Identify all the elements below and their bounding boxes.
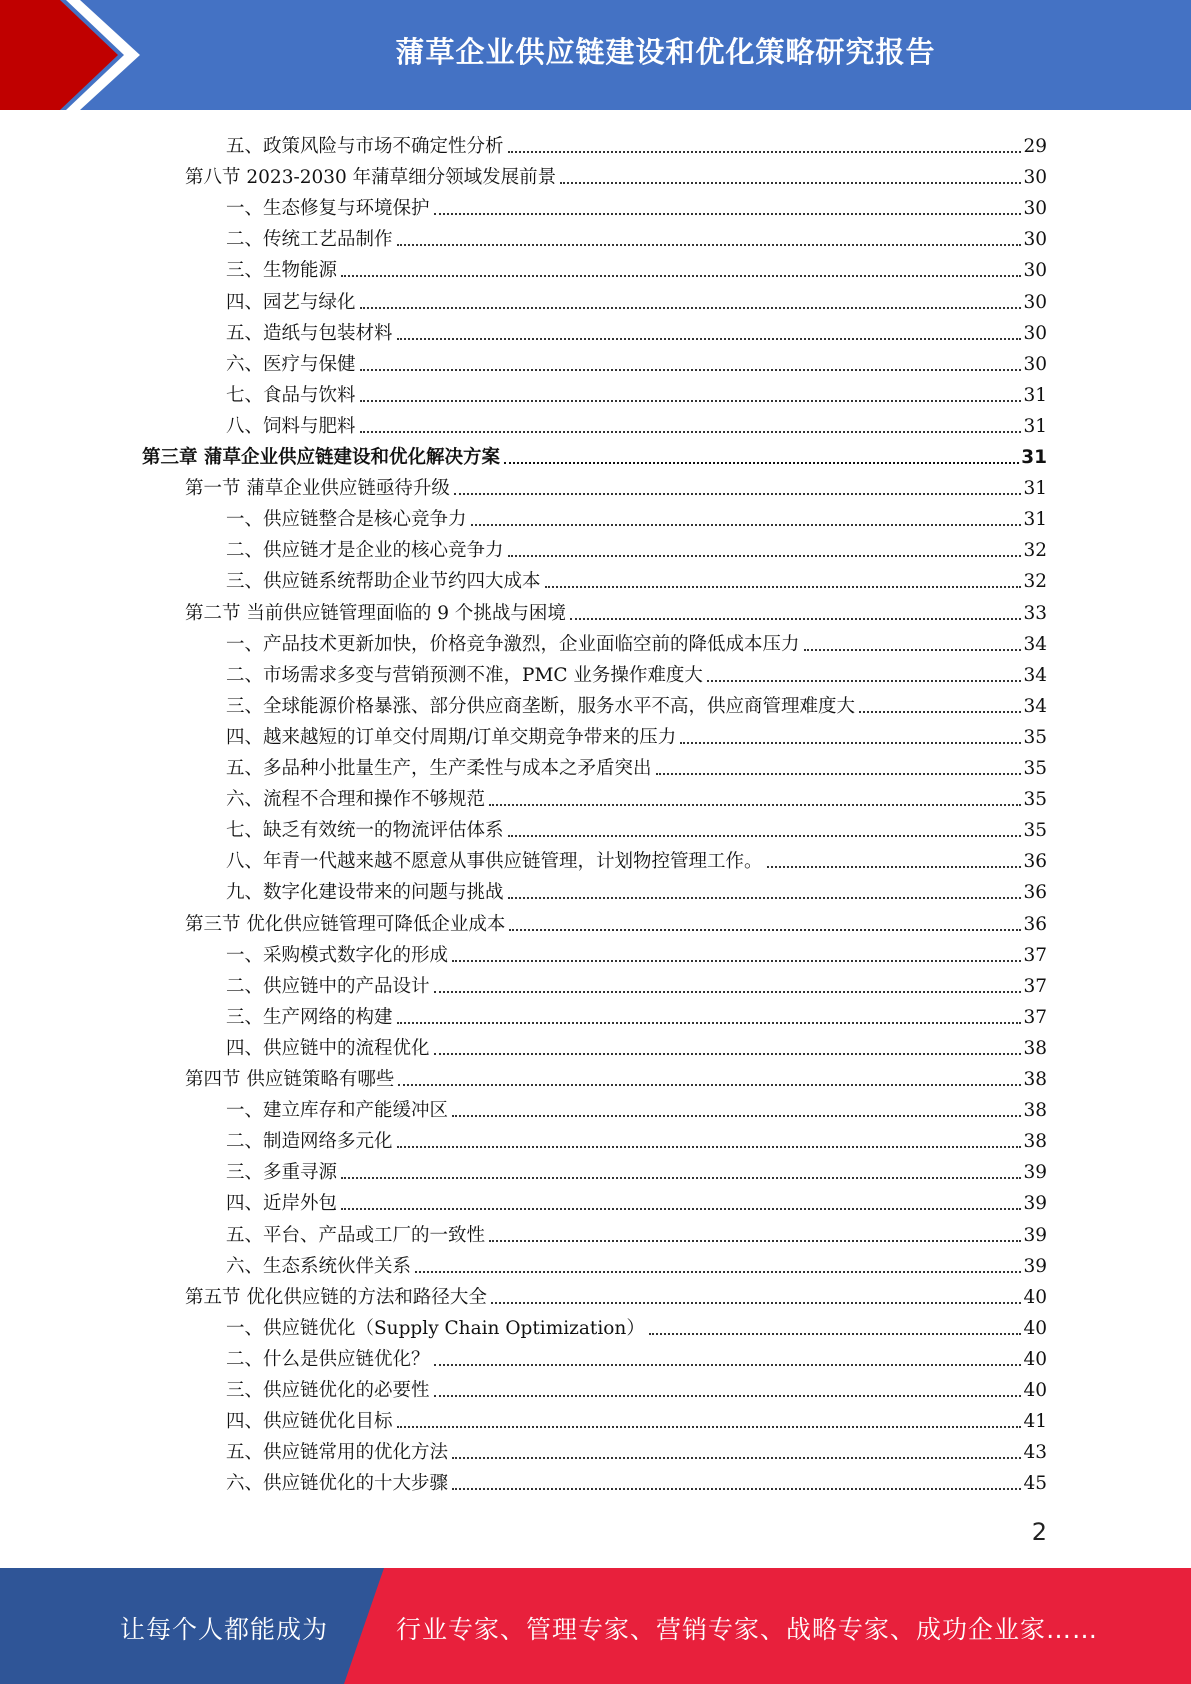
toc-entry-title: 三、供应链优化的必要性 [226,1380,430,1401]
toc-entry-title: 七、食品与饮料 [226,384,356,406]
toc-subsection-entry[interactable] [226,1371,1047,1402]
toc-entry-title: 第三章 蒲草企业供应链建设和优化解决方案 [142,447,500,468]
toc-entry-title: 第一节 蒲草企业供应链亟待升级 [185,478,450,500]
toc-entry-page: 36 [1023,882,1047,904]
toc-entry-page: 31 [1021,447,1047,468]
toc-entry-page: 35 [1023,820,1047,842]
toc-entry-title: 二、什么是供应链优化？ [226,1348,430,1370]
toc-dot-leader [452,1457,1021,1459]
toc-section-entry[interactable] [185,158,1047,189]
toc-dot-leader [508,897,1022,899]
toc-entry-page: 30 [1023,322,1047,344]
toc-entry-title: 三、全球能源价格暴涨、部分供应商垄断，服务水平不高，供应商管理难度大 [226,695,856,717]
toc-entry-title: 四、供应链中的流程优化 [226,1037,430,1059]
toc-section-entry[interactable] [185,594,1047,625]
toc-subsection-entry[interactable] [226,749,1047,780]
toc-entry-title: 六、流程不合理和操作不够规范 [226,789,486,811]
toc-entry-title: 六、生态系统伙伴关系 [226,1255,412,1277]
toc-entry-page: 33 [1023,602,1047,624]
toc-dot-leader [397,1022,1022,1024]
toc-entry-title: 四、供应链优化目标 [226,1411,393,1433]
toc-entry-title: 四、近岸外包 [226,1193,338,1215]
toc-dot-leader [397,1426,1022,1428]
toc-dot-leader [504,462,1019,464]
toc-entry-page: 32 [1023,540,1047,562]
toc-entry-page: 29 [1023,136,1047,157]
toc-entry-page: 39 [1023,1162,1047,1184]
toc-entry-page: 38 [1023,1069,1047,1090]
toc-entry-page: 30 [1023,353,1047,375]
toc-entry-title: 三、生物能源 [226,260,338,282]
toc-entry-title: 二、供应链中的产品设计 [226,975,430,997]
toc-subsection-entry[interactable] [226,656,1047,687]
toc-entry-title: 三、生产网络的构建 [226,1006,393,1028]
toc-entry-title: 四、越来越短的订单交付周期/订单交期竞争带来的压力 [226,726,677,748]
toc-entry-page: 38 [1023,1100,1047,1122]
toc-entry-page: 34 [1023,664,1047,686]
toc-entry-title: 一、采购模式数字化的形成 [226,944,449,966]
toc-entry-title: 八、年青一代越来越不愿意从事供应链管理，计划物控管理工作。 [226,851,763,873]
toc-entry-page: 30 [1023,260,1047,282]
toc-dot-leader [680,742,1021,744]
toc-subsection-entry[interactable] [226,314,1047,345]
toc-subsection-entry[interactable] [226,780,1047,811]
toc-entry-page: 38 [1023,1037,1047,1059]
toc-dot-leader [859,711,1021,713]
toc-subsection-entry[interactable] [226,967,1047,998]
toc-subsection-entry[interactable] [226,1091,1047,1122]
toc-entry-title: 七、缺乏有效统一的物流评估体系 [226,820,504,842]
toc-entry-page: 31 [1023,509,1047,531]
toc-subsection-entry[interactable] [226,189,1047,220]
toc-subsection-entry[interactable] [226,283,1047,314]
toc-entry-page: 32 [1023,571,1047,593]
toc-entry-page: 40 [1023,1380,1047,1401]
toc-entry-title: 五、平台、产品或工厂的一致性 [226,1224,486,1246]
toc-section-entry[interactable] [185,1060,1047,1091]
toc-entry-title: 五、多品种小批量生产，生产柔性与成本之矛盾突出 [226,758,652,779]
toc-subsection-entry[interactable] [226,1464,1047,1495]
toc-entry-page: 43 [1023,1442,1047,1464]
toc-dot-leader [560,182,1021,184]
toc-chapter-entry[interactable] [142,438,1047,469]
toc-dot-leader [434,1395,1022,1397]
toc-dot-leader [341,1208,1021,1210]
toc-dot-leader [397,244,1022,246]
toc-entry-page: 37 [1023,944,1047,966]
toc-dot-leader [434,213,1022,215]
toc-subsection-entry[interactable] [226,1153,1047,1184]
header-arrow-decoration [0,0,150,110]
toc-subsection-entry[interactable] [226,1402,1047,1433]
toc-entry-title: 第二节 当前供应链管理面临的 9 个挑战与困境 [185,602,566,624]
toc-entry-page: 40 [1023,1286,1047,1308]
toc-entry-title: 二、市场需求多变与营销预测不准，PMC 业务操作难度大 [226,664,703,686]
toc-entry-title: 三、多重寻源 [226,1162,338,1184]
toc-dot-leader [508,835,1022,837]
toc-dot-leader [397,1146,1022,1148]
toc-dot-leader [767,866,1022,868]
toc-entry-page: 35 [1023,789,1047,811]
toc-entry-title: 二、供应链才是企业的核心竞争力 [226,540,504,562]
toc-entry-page: 30 [1023,229,1047,251]
toc-dot-leader [649,1333,1022,1335]
toc-dot-leader [398,1084,1021,1086]
toc-entry-page: 41 [1023,1411,1047,1433]
toc-entry-title: 五、供应链常用的优化方法 [226,1442,449,1464]
toc-entry-title: 四、园艺与绿化 [226,291,356,313]
toc-entry-title: 二、制造网络多元化 [226,1131,393,1153]
toc-subsection-entry[interactable] [226,998,1047,1029]
toc-entry-page: 39 [1023,1255,1047,1277]
toc-dot-leader [434,991,1022,993]
toc-subsection-entry[interactable] [226,718,1047,749]
toc-subsection-entry[interactable] [226,687,1047,718]
toc-entry-title: 第八节 2023-2030 年蒲草细分领域发展前景 [185,167,557,189]
toc-entry-page: 34 [1023,695,1047,717]
toc-entry-title: 五、造纸与包装材料 [226,322,393,344]
toc-entry-page: 30 [1023,167,1047,189]
toc-entry-title: 六、医疗与保健 [226,353,356,375]
toc-section-entry[interactable] [185,469,1047,500]
toc-dot-leader [452,1115,1021,1117]
toc-entry-page: 35 [1023,726,1047,748]
footer-slogan-right: 行业专家、管理专家、营销专家、战略专家、成功企业家…… [396,1615,1099,1644]
toc-dot-leader [570,618,1022,620]
toc-dot-leader [707,680,1022,682]
toc-entry-title: 三、供应链系统帮助企业节约四大成本 [226,571,541,593]
toc-entry-title: 九、数字化建设带来的问题与挑战 [226,882,504,904]
toc-subsection-entry[interactable] [226,625,1047,656]
toc-dot-leader [489,1240,1021,1242]
toc-entry-page: 31 [1023,384,1047,406]
toc-subsection-entry[interactable] [226,220,1047,251]
toc-entry-page: 36 [1023,851,1047,873]
document-title: 蒲草企业供应链建设和优化策略研究报告 [395,34,936,69]
toc-dot-leader [509,929,1021,931]
toc-entry-title: 一、供应链优化（Supply Chain Optimization） [226,1317,645,1339]
toc-subsection-entry[interactable] [226,1309,1047,1340]
toc-entry-page: 34 [1023,633,1047,655]
toc-entry-title: 八、饲料与肥料 [226,415,356,437]
toc-dot-leader [491,1302,1022,1304]
toc-entry-page: 31 [1023,478,1047,500]
toc-dot-leader [452,960,1021,962]
toc-subsection-entry[interactable] [226,1216,1047,1247]
toc-entry-page: 30 [1023,291,1047,313]
toc-subsection-entry[interactable] [226,376,1047,407]
toc-entry-page: 38 [1023,1131,1047,1153]
toc-dot-leader [489,804,1021,806]
toc-entry-title: 二、传统工艺品制作 [226,229,393,251]
toc-entry-page: 45 [1023,1473,1047,1495]
toc-entry-page: 40 [1023,1317,1047,1339]
toc-dot-leader [804,649,1022,651]
toc-entry-title: 第三节 优化供应链管理可降低企业成本 [185,913,506,935]
toc-subsection-entry[interactable] [226,1184,1047,1215]
toc-dot-leader [397,338,1022,340]
toc-dot-leader [360,400,1022,402]
toc-dot-leader [471,524,1022,526]
toc-entry-page: 30 [1023,198,1047,220]
toc-section-entry[interactable] [185,1278,1047,1309]
toc-subsection-entry[interactable] [226,1340,1047,1371]
toc-dot-leader [360,431,1022,433]
toc-entry-title: 六、供应链优化的十大步骤 [226,1473,449,1495]
toc-entry-page: 35 [1023,758,1047,779]
toc-subsection-entry[interactable] [226,127,1047,158]
toc-dot-leader [360,307,1022,309]
toc-dot-leader [360,369,1022,371]
toc-subsection-entry[interactable] [226,1433,1047,1464]
toc-subsection-entry[interactable] [226,562,1047,593]
toc-subsection-entry[interactable] [226,811,1047,842]
toc-entry-page: 40 [1023,1348,1047,1370]
toc-dot-leader [452,1488,1021,1490]
toc-dot-leader [656,773,1022,775]
toc-subsection-entry[interactable] [226,873,1047,904]
toc-entry-page: 31 [1023,415,1047,437]
toc-subsection-entry[interactable] [226,500,1047,531]
toc-subsection-entry[interactable] [226,842,1047,873]
toc-dot-leader [454,493,1022,495]
toc-entry-title: 第四节 供应链策略有哪些 [185,1069,395,1090]
toc-dot-leader [545,586,1022,588]
toc-section-entry[interactable] [185,905,1047,936]
toc-subsection-entry[interactable] [226,1122,1047,1153]
toc-entry-page: 37 [1023,1006,1047,1028]
toc-subsection-entry[interactable] [226,345,1047,376]
toc-entry-title: 一、供应链整合是核心竞争力 [226,509,467,531]
toc-subsection-entry[interactable] [226,936,1047,967]
toc-dot-leader [434,1364,1022,1366]
toc-subsection-entry[interactable] [226,251,1047,282]
toc-entry-page: 39 [1023,1193,1047,1215]
toc-entry-title: 五、政策风险与市场不确定性分析 [226,136,504,157]
toc-dot-leader [415,1271,1021,1273]
toc-entry-title: 一、生态修复与环境保护 [226,198,430,220]
page-number: 2 [1031,1518,1047,1546]
toc-subsection-entry[interactable] [226,531,1047,562]
toc-dot-leader [508,151,1022,153]
toc-entry-page: 37 [1023,975,1047,997]
toc-entry-title: 一、建立库存和产能缓冲区 [226,1100,449,1122]
toc-subsection-entry[interactable] [226,1029,1047,1060]
toc-subsection-entry[interactable] [226,407,1047,438]
toc-entry-title: 一、产品技术更新加快，价格竞争激烈，企业面临空前的降低成本压力 [226,633,800,655]
toc-dot-leader [434,1053,1022,1055]
toc-entry-title: 第五节 优化供应链的方法和路径大全 [185,1286,487,1308]
toc-entry-page: 36 [1023,913,1047,935]
toc-dot-leader [508,555,1022,557]
toc-dot-leader [341,275,1021,277]
toc-entry-page: 39 [1023,1224,1047,1246]
toc-subsection-entry[interactable] [226,1247,1047,1278]
toc-dot-leader [341,1177,1021,1179]
footer-slogan-left: 让每个人都能成为 [120,1615,329,1644]
